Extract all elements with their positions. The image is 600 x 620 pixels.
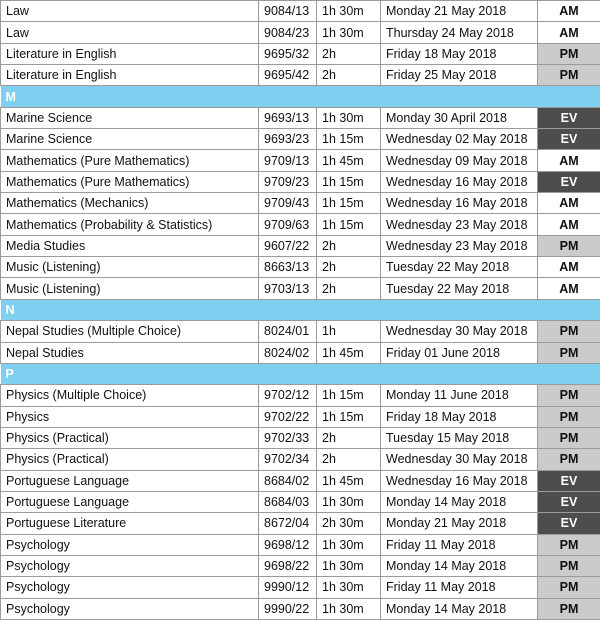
subject-cell: Media Studies bbox=[1, 235, 259, 256]
session-cell: EV bbox=[538, 129, 600, 150]
date-cell: Wednesday 23 May 2018 bbox=[381, 235, 538, 256]
table-row bbox=[1, 555, 600, 576]
section-letter: P bbox=[1, 363, 600, 384]
subject-cell: Law bbox=[1, 22, 259, 43]
component-code-cell: 9084/23 bbox=[259, 22, 317, 43]
subject-cell: Literature in English bbox=[1, 43, 259, 64]
table-row bbox=[1, 193, 600, 214]
duration-cell: 1h 30m bbox=[317, 491, 381, 512]
duration-cell: 1h 30m bbox=[317, 107, 381, 128]
component-code-cell: 8024/01 bbox=[259, 321, 317, 342]
subject-cell: Psychology bbox=[1, 534, 259, 555]
duration-cell: 1h 45m bbox=[317, 342, 381, 363]
date-cell: Friday 11 May 2018 bbox=[381, 534, 538, 555]
component-code-cell: 9084/13 bbox=[259, 1, 317, 22]
duration-cell: 1h 15m bbox=[317, 129, 381, 150]
date-cell: Friday 18 May 2018 bbox=[381, 406, 538, 427]
session-cell: EV bbox=[538, 171, 600, 192]
component-code-cell: 8684/02 bbox=[259, 470, 317, 491]
component-code-cell: 9702/34 bbox=[259, 449, 317, 470]
component-code-cell: 9702/12 bbox=[259, 385, 317, 406]
table-row bbox=[1, 278, 600, 299]
subject-cell: Marine Science bbox=[1, 129, 259, 150]
session-cell: PM bbox=[538, 534, 600, 555]
table-row bbox=[1, 513, 600, 534]
table-row bbox=[1, 235, 600, 256]
duration-cell: 2h bbox=[317, 257, 381, 278]
timetable-body bbox=[1, 1, 600, 620]
component-code-cell: 8684/03 bbox=[259, 491, 317, 512]
duration-cell: 1h 30m bbox=[317, 534, 381, 555]
component-code-cell: 8024/02 bbox=[259, 342, 317, 363]
date-cell: Monday 30 April 2018 bbox=[381, 107, 538, 128]
date-cell: Wednesday 09 May 2018 bbox=[381, 150, 538, 171]
duration-cell: 2h bbox=[317, 427, 381, 448]
date-cell: Monday 21 May 2018 bbox=[381, 1, 538, 22]
date-cell: Tuesday 22 May 2018 bbox=[381, 257, 538, 278]
session-cell: PM bbox=[538, 321, 600, 342]
session-cell: EV bbox=[538, 491, 600, 512]
component-code-cell: 9693/23 bbox=[259, 129, 317, 150]
date-cell: Friday 25 May 2018 bbox=[381, 65, 538, 86]
session-cell: PM bbox=[538, 43, 600, 64]
table-row bbox=[1, 321, 600, 342]
session-cell: AM bbox=[538, 257, 600, 278]
subject-cell: Portuguese Language bbox=[1, 491, 259, 512]
duration-cell: 1h 30m bbox=[317, 598, 381, 619]
session-cell: PM bbox=[538, 342, 600, 363]
duration-cell: 2h 30m bbox=[317, 513, 381, 534]
subject-cell: Physics (Practical) bbox=[1, 427, 259, 448]
component-code-cell: 9698/12 bbox=[259, 534, 317, 555]
component-code-cell: 9693/13 bbox=[259, 107, 317, 128]
subject-cell: Mathematics (Pure Mathematics) bbox=[1, 150, 259, 171]
table-row bbox=[1, 43, 600, 64]
duration-cell: 2h bbox=[317, 449, 381, 470]
date-cell: Monday 11 June 2018 bbox=[381, 385, 538, 406]
component-code-cell: 9709/63 bbox=[259, 214, 317, 235]
session-cell: EV bbox=[538, 107, 600, 128]
date-cell: Monday 21 May 2018 bbox=[381, 513, 538, 534]
table-row bbox=[1, 491, 600, 512]
date-cell: Tuesday 22 May 2018 bbox=[381, 278, 538, 299]
duration-cell: 1h 15m bbox=[317, 406, 381, 427]
duration-cell: 1h 45m bbox=[317, 470, 381, 491]
component-code-cell: 9702/22 bbox=[259, 406, 317, 427]
table-row bbox=[1, 577, 600, 598]
component-code-cell: 9990/12 bbox=[259, 577, 317, 598]
session-cell: PM bbox=[538, 406, 600, 427]
duration-cell: 1h 15m bbox=[317, 193, 381, 214]
duration-cell: 1h 15m bbox=[317, 214, 381, 235]
duration-cell: 1h 30m bbox=[317, 22, 381, 43]
subject-cell: Portuguese Literature bbox=[1, 513, 259, 534]
session-cell: PM bbox=[538, 65, 600, 86]
date-cell: Monday 14 May 2018 bbox=[381, 598, 538, 619]
table-row bbox=[1, 107, 600, 128]
date-cell: Friday 01 June 2018 bbox=[381, 342, 538, 363]
duration-cell: 1h 15m bbox=[317, 385, 381, 406]
section-letter: N bbox=[1, 299, 600, 320]
section-letter-row bbox=[1, 363, 600, 384]
table-row bbox=[1, 449, 600, 470]
subject-cell: Marine Science bbox=[1, 107, 259, 128]
date-cell: Friday 18 May 2018 bbox=[381, 43, 538, 64]
component-code-cell: 9709/13 bbox=[259, 150, 317, 171]
table-row bbox=[1, 22, 600, 43]
session-cell: AM bbox=[538, 193, 600, 214]
table-row bbox=[1, 150, 600, 171]
date-cell: Wednesday 16 May 2018 bbox=[381, 193, 538, 214]
table-row bbox=[1, 406, 600, 427]
table-row bbox=[1, 342, 600, 363]
subject-cell: Psychology bbox=[1, 555, 259, 576]
duration-cell: 1h 30m bbox=[317, 577, 381, 598]
subject-cell: Nepal Studies (Multiple Choice) bbox=[1, 321, 259, 342]
component-code-cell: 8663/13 bbox=[259, 257, 317, 278]
table-row bbox=[1, 171, 600, 192]
date-cell: Wednesday 30 May 2018 bbox=[381, 321, 538, 342]
session-cell: EV bbox=[538, 470, 600, 491]
subject-cell: Portuguese Language bbox=[1, 470, 259, 491]
date-cell: Friday 11 May 2018 bbox=[381, 577, 538, 598]
session-cell: EV bbox=[538, 513, 600, 534]
duration-cell: 1h 15m bbox=[317, 171, 381, 192]
duration-cell: 1h bbox=[317, 321, 381, 342]
session-cell: PM bbox=[538, 449, 600, 470]
subject-cell: Physics bbox=[1, 406, 259, 427]
table-row bbox=[1, 427, 600, 448]
subject-cell: Law bbox=[1, 1, 259, 22]
subject-cell: Psychology bbox=[1, 598, 259, 619]
subject-cell: Music (Listening) bbox=[1, 278, 259, 299]
table-row bbox=[1, 470, 600, 491]
session-cell: AM bbox=[538, 22, 600, 43]
date-cell: Wednesday 23 May 2018 bbox=[381, 214, 538, 235]
component-code-cell: 9698/22 bbox=[259, 555, 317, 576]
session-cell: PM bbox=[538, 555, 600, 576]
component-code-cell: 9703/13 bbox=[259, 278, 317, 299]
session-cell: AM bbox=[538, 278, 600, 299]
subject-cell: Mathematics (Probability & Statistics) bbox=[1, 214, 259, 235]
section-letter-row bbox=[1, 299, 600, 320]
subject-cell: Physics (Practical) bbox=[1, 449, 259, 470]
subject-cell: Psychology bbox=[1, 577, 259, 598]
subject-cell: Physics (Multiple Choice) bbox=[1, 385, 259, 406]
table-row bbox=[1, 1, 600, 22]
duration-cell: 1h 30m bbox=[317, 1, 381, 22]
subject-cell: Literature in English bbox=[1, 65, 259, 86]
table-row bbox=[1, 598, 600, 619]
session-cell: PM bbox=[538, 235, 600, 256]
table-row bbox=[1, 385, 600, 406]
date-cell: Wednesday 30 May 2018 bbox=[381, 449, 538, 470]
subject-cell: Mathematics (Pure Mathematics) bbox=[1, 171, 259, 192]
subject-cell: Music (Listening) bbox=[1, 257, 259, 278]
component-code-cell: 8672/04 bbox=[259, 513, 317, 534]
table-row bbox=[1, 65, 600, 86]
duration-cell: 2h bbox=[317, 235, 381, 256]
table-row bbox=[1, 214, 600, 235]
session-cell: AM bbox=[538, 150, 600, 171]
component-code-cell: 9695/32 bbox=[259, 43, 317, 64]
section-letter-row bbox=[1, 86, 600, 107]
duration-cell: 1h 45m bbox=[317, 150, 381, 171]
date-cell: Monday 14 May 2018 bbox=[381, 491, 538, 512]
session-cell: PM bbox=[538, 385, 600, 406]
duration-cell: 1h 30m bbox=[317, 555, 381, 576]
subject-cell: Nepal Studies bbox=[1, 342, 259, 363]
table-row bbox=[1, 129, 600, 150]
session-cell: AM bbox=[538, 1, 600, 22]
session-cell: PM bbox=[538, 598, 600, 619]
component-code-cell: 9702/33 bbox=[259, 427, 317, 448]
duration-cell: 2h bbox=[317, 65, 381, 86]
subject-cell: Mathematics (Mechanics) bbox=[1, 193, 259, 214]
duration-cell: 2h bbox=[317, 43, 381, 64]
table-row bbox=[1, 534, 600, 555]
session-cell: AM bbox=[538, 214, 600, 235]
table-row bbox=[1, 257, 600, 278]
session-cell: PM bbox=[538, 427, 600, 448]
section-letter: M bbox=[1, 86, 600, 107]
component-code-cell: 9990/22 bbox=[259, 598, 317, 619]
date-cell: Tuesday 15 May 2018 bbox=[381, 427, 538, 448]
component-code-cell: 9607/22 bbox=[259, 235, 317, 256]
date-cell: Monday 14 May 2018 bbox=[381, 555, 538, 576]
component-code-cell: 9695/42 bbox=[259, 65, 317, 86]
component-code-cell: 9709/23 bbox=[259, 171, 317, 192]
session-cell: PM bbox=[538, 577, 600, 598]
date-cell: Wednesday 16 May 2018 bbox=[381, 470, 538, 491]
date-cell: Wednesday 02 May 2018 bbox=[381, 129, 538, 150]
date-cell: Thursday 24 May 2018 bbox=[381, 22, 538, 43]
component-code-cell: 9709/43 bbox=[259, 193, 317, 214]
date-cell: Wednesday 16 May 2018 bbox=[381, 171, 538, 192]
duration-cell: 2h bbox=[317, 278, 381, 299]
